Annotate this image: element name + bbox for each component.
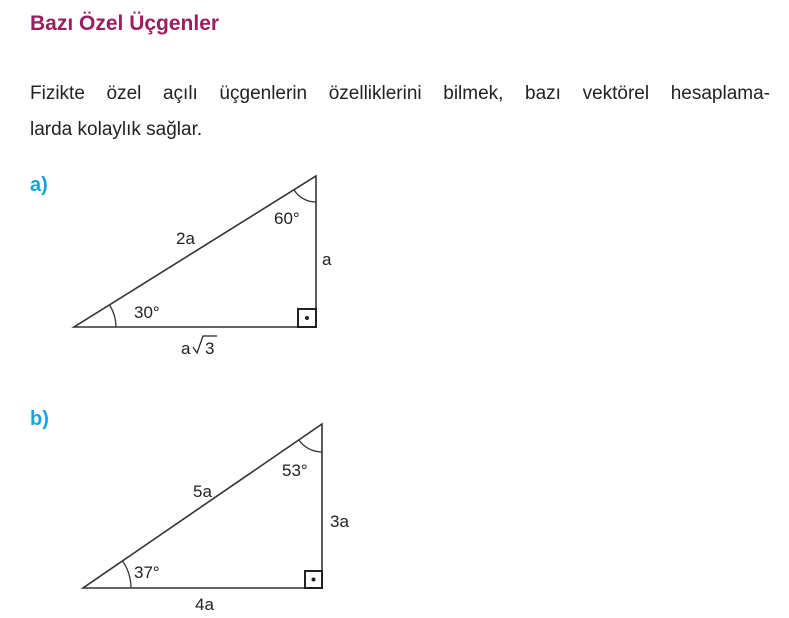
triangle-a-base-label — [181, 336, 217, 358]
triangle-a-angle-top: 60° — [274, 209, 300, 228]
part-b-label: b) — [30, 408, 49, 430]
triangle-b-outline — [83, 424, 322, 588]
triangle-a-base-prefix: a — [181, 339, 191, 358]
triangle-b-angle-top: 53° — [282, 461, 308, 480]
triangle-b — [83, 424, 349, 614]
triangle-a-base-radicand: 3 — [205, 339, 215, 358]
triangle-a-vertical-label: a — [322, 250, 332, 269]
triangle-a-arc-top — [294, 190, 316, 202]
triangle-b-right-angle-dot — [312, 578, 316, 582]
triangle-a-outline — [74, 176, 316, 327]
part-a-label: a) — [30, 174, 48, 196]
triangle-a-hypotenuse-label: 2a — [176, 229, 195, 248]
page-title: Bazı Özel Üçgenler — [30, 12, 220, 35]
intro-line-2: larda kolaylık sağlar. — [30, 119, 203, 140]
triangle-b-arc-top — [299, 440, 322, 452]
triangle-b-base-label: 4a — [195, 595, 214, 614]
triangle-a — [74, 176, 332, 358]
triangle-a-angle-left: 30° — [134, 303, 160, 322]
triangle-a-arc-left — [110, 305, 116, 327]
triangle-b-hypotenuse-label: 5a — [193, 482, 212, 501]
intro-line-1: Fizikte özel açılı üçgenlerin özelliklerini bilmek, bazı vektörel hesaplama- — [30, 83, 770, 104]
triangle-b-vertical-label: 3a — [330, 512, 349, 531]
triangle-b-angle-left: 37° — [134, 563, 160, 582]
triangle-a-right-angle-dot — [305, 316, 309, 320]
triangle-b-arc-left — [123, 561, 131, 588]
